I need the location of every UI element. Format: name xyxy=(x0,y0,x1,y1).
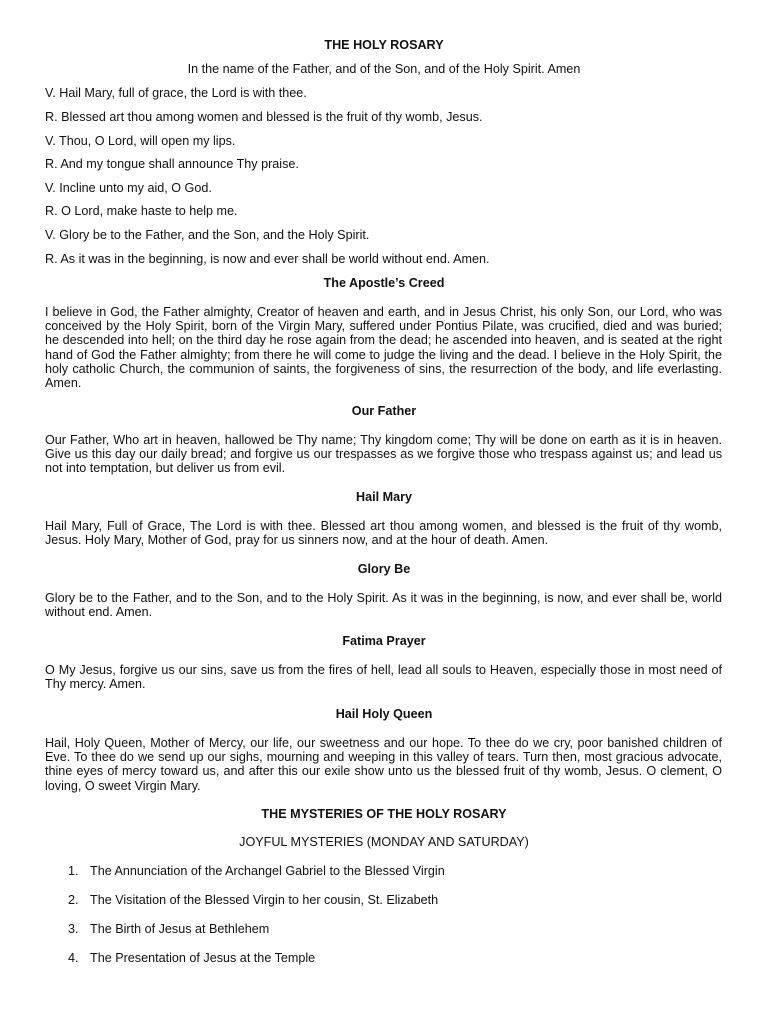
our-father-text: Our Father, Who art in heaven, hallowed be Thy name; Thy kingdom come; Thy will be done on earth as it is in heaven. Give us this day our daily bread; and forgive us our trespasses as we forgive those who trespass against us; and lead us not into temptation, but deliver us from evil. xyxy=(45,433,722,476)
hail-mary-heading: Hail Mary xyxy=(356,490,412,504)
fatima-prayer-heading: Fatima Prayer xyxy=(342,634,426,648)
versicle-line: V. Hail Mary, full of grace, the Lord is with thee. xyxy=(45,86,307,100)
glory-be-text: Glory be to the Father, and to the Son, and to the Holy Spirit. As it was in the beginning, is now, and ever shall be, world without end. Amen. xyxy=(45,591,722,620)
versicle-line: V. Thou, O Lord, will open my lips. xyxy=(45,134,236,148)
our-father-heading: Our Father xyxy=(351,404,417,418)
mystery-list-item xyxy=(68,893,438,907)
mystery-list-item xyxy=(68,951,315,965)
mystery-list-item xyxy=(68,922,269,936)
response-line: R. And my tongue shall announce Thy praise. xyxy=(45,157,299,171)
list-item-text: The Presentation of Jesus at the Temple xyxy=(90,951,316,965)
response-line: R. As it was in the beginning, is now and ever shall be world without end. Amen. xyxy=(45,252,490,266)
apostles-creed-heading: The Apostle’s Creed xyxy=(323,276,445,290)
list-number: 1. xyxy=(68,864,79,878)
mystery-list-item xyxy=(68,864,445,878)
list-number: 3. xyxy=(68,922,79,936)
mysteries-heading: THE MYSTERIES OF THE HOLY ROSARY xyxy=(261,807,507,821)
fatima-prayer-text: O My Jesus, forgive us our sins, save us from the fires of hell, lead all souls to Heaven, especially those in most need of Thy mercy. Amen. xyxy=(45,663,722,692)
apostles-creed-text: I believe in God, the Father almighty, Creator of heaven and earth, and in Jesus Christ, his only Son, our Lord, who was conceived by the Holy Spirit, born of the Virgin Mary, suffered under Pontius Pilate, was crucified, died and was buried; he descended into hell; on the third day he rose again from the dead; he ascended into heaven, and is seated at the right hand of God the Father almighty; from there he will come to judge the living and the dead. I believe in the Holy Spirit, the holy catholic Church, the communion of saints, the forgiveness of sins, the resurrection of the body, and life everlasting. Amen. xyxy=(45,305,722,391)
versicle-line: V. Glory be to the Father, and the Son, and the Holy Spirit. xyxy=(45,228,370,242)
document-title: THE HOLY ROSARY xyxy=(324,38,444,52)
invocation-line: In the name of the Father, and of the Son, and of the Holy Spirit. Amen xyxy=(187,62,581,76)
hail-holy-queen-text: Hail, Holy Queen, Mother of Mercy, our life, our sweetness and our hope. To thee do we cry, poor banished children of Eve. To thee do we send up our sighs, mourning and weeping in this valley of tears. Turn then, most gracious advocate, thine eyes of mercy toward us, and after this our exile show unto us the blessed fruit of thy womb, Jesus. O clement, O loving, O sweet Virgin Mary. xyxy=(45,736,722,793)
list-item-text: The Birth of Jesus at Bethlehem xyxy=(90,922,270,936)
joyful-mysteries-subheading: JOYFUL MYSTERIES (MONDAY AND SATURDAY) xyxy=(239,835,529,849)
glory-be-heading: Glory Be xyxy=(357,562,411,576)
response-line: R. Blessed art thou among women and blessed is the fruit of thy womb, Jesus. xyxy=(45,110,483,124)
hail-holy-queen-heading: Hail Holy Queen xyxy=(335,707,433,721)
list-number: 4. xyxy=(68,951,79,965)
list-number: 2. xyxy=(68,893,79,907)
hail-mary-text: Hail Mary, Full of Grace, The Lord is with thee. Blessed art thou among women, and blessed is the fruit of thy womb, Jesus. Holy Mary, Mother of God, pray for us sinners now, and at the hour of death. Amen. xyxy=(45,519,722,548)
versicle-line: V. Incline unto my aid, O God. xyxy=(45,181,212,195)
list-item-text: The Annunciation of the Archangel Gabriel to the Blessed Virgin xyxy=(90,864,445,878)
response-line: R. O Lord, make haste to help me. xyxy=(45,204,238,218)
list-item-text: The Visitation of the Blessed Virgin to her cousin, St. Elizabeth xyxy=(90,893,439,907)
